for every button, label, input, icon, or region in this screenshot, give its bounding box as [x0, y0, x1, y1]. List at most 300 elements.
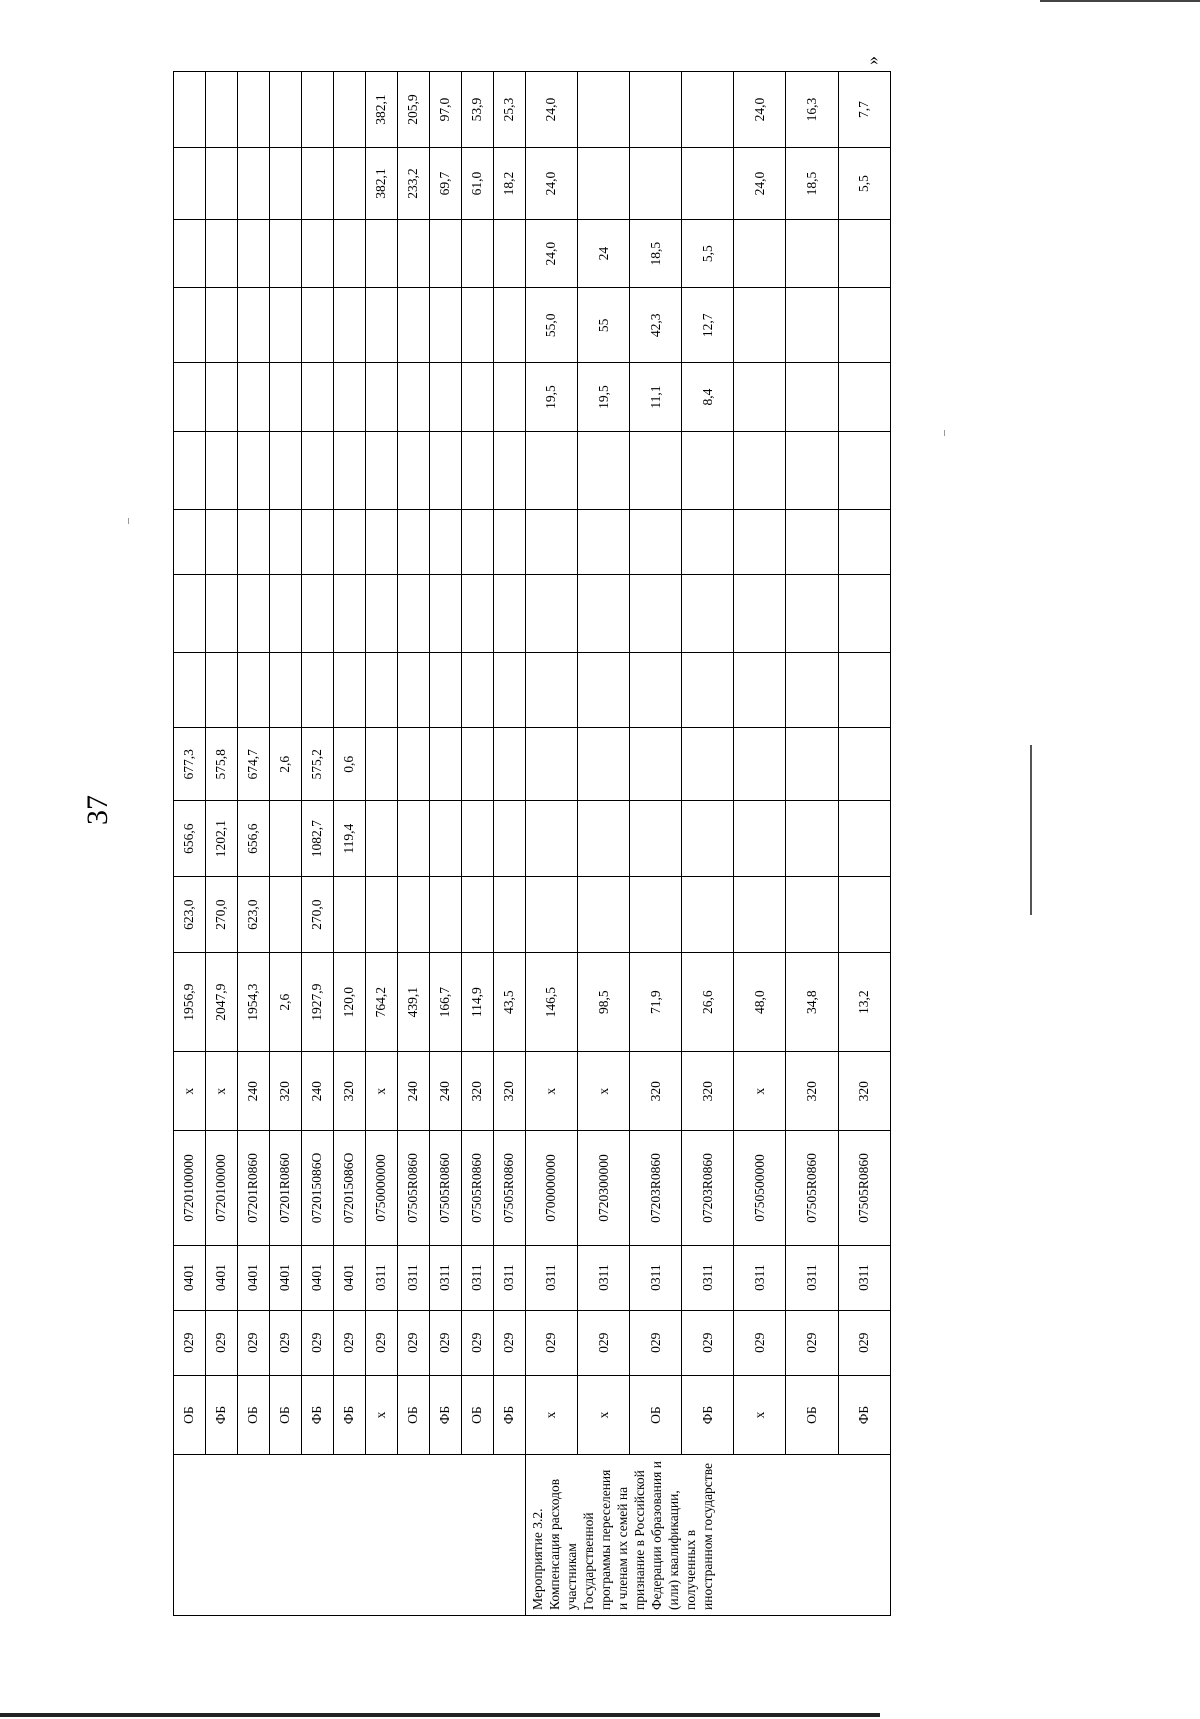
- table-cell: [205, 653, 237, 728]
- table-row: [461, 72, 493, 1616]
- table-cell: ФБ: [682, 1375, 734, 1454]
- table-cell: 18,2: [493, 148, 525, 220]
- table-cell: [682, 877, 734, 953]
- table-cell: [786, 288, 838, 363]
- table-cell: [365, 509, 397, 574]
- table-cell: [397, 219, 429, 287]
- table-cell: 07505R0860: [786, 1131, 838, 1245]
- table-cell: 072015086О: [333, 1131, 365, 1245]
- table-cell: [237, 148, 269, 220]
- closing-quote-mark: »: [862, 56, 882, 65]
- table-cell: [269, 219, 301, 287]
- table-cell: [301, 219, 333, 287]
- table-cell: 2,6: [269, 728, 301, 801]
- table-cell: [333, 148, 365, 220]
- table-cell: [461, 363, 493, 431]
- table-cell: [365, 363, 397, 431]
- table-cell: [429, 728, 461, 801]
- table-cell: [237, 653, 269, 728]
- table-cell: [174, 431, 206, 509]
- table-cell: [397, 801, 429, 877]
- table-cell: [493, 288, 525, 363]
- table-cell: 0311: [461, 1245, 493, 1310]
- table-cell: 382,1: [365, 148, 397, 220]
- table-cell: [429, 801, 461, 877]
- table-cell: [682, 728, 734, 801]
- table-cell: [174, 219, 206, 287]
- table-cell: ОБ: [174, 1375, 206, 1454]
- table-cell: [461, 509, 493, 574]
- table-cell: 0700000000: [525, 1131, 577, 1245]
- table-cell: х: [577, 1375, 629, 1454]
- table-cell: [838, 363, 890, 431]
- table-cell: 656,6: [237, 801, 269, 877]
- scan-margin-mark: [1030, 745, 1032, 915]
- table-row: [525, 72, 577, 1616]
- table-cell: [365, 653, 397, 728]
- table-row: [205, 72, 237, 1616]
- table-cell: 07505R0860: [838, 1131, 890, 1245]
- table-cell: 029: [734, 1310, 786, 1375]
- table-cell: 029: [301, 1310, 333, 1375]
- table-cell: 240: [397, 1052, 429, 1131]
- table-cell: 1954,3: [237, 953, 269, 1052]
- table-cell: 69,7: [429, 148, 461, 220]
- table-cell: 575,8: [205, 728, 237, 801]
- table-cell: [786, 431, 838, 509]
- table-cell: х: [734, 1052, 786, 1131]
- table-cell: 24,0: [525, 72, 577, 148]
- table-cell: 1956,9: [174, 953, 206, 1052]
- table-cell: [734, 801, 786, 877]
- table-cell: [786, 728, 838, 801]
- table-cell: 623,0: [237, 877, 269, 953]
- table-cell: [493, 728, 525, 801]
- table-cell: [397, 288, 429, 363]
- table-cell: [577, 801, 629, 877]
- table-cell: [333, 431, 365, 509]
- table-cell: [397, 653, 429, 728]
- table-cell: 656,6: [174, 801, 206, 877]
- table-cell: 12,7: [682, 288, 734, 363]
- table-cell: 233,2: [397, 148, 429, 220]
- table-cell: 120,0: [333, 953, 365, 1052]
- table-cell: [493, 363, 525, 431]
- page-number-wrap: [78, 790, 118, 830]
- table-cell: [429, 431, 461, 509]
- table-cell: [205, 219, 237, 287]
- table-cell: 029: [838, 1310, 890, 1375]
- table-cell: [397, 575, 429, 653]
- table-cell: 53,9: [461, 72, 493, 148]
- table-cell: [461, 288, 493, 363]
- table-row: [429, 72, 461, 1616]
- table-cell: [269, 148, 301, 220]
- table-cell: 13,2: [838, 953, 890, 1052]
- table-cell: 2047,9: [205, 953, 237, 1052]
- table-row: [333, 72, 365, 1616]
- table-cell: 18,5: [630, 219, 682, 287]
- table-cell: [301, 363, 333, 431]
- table-cell: 240: [429, 1052, 461, 1131]
- table-cell: 0311: [493, 1245, 525, 1310]
- table-cell: [734, 363, 786, 431]
- table-cell: [630, 431, 682, 509]
- table-cell: 24,0: [525, 219, 577, 287]
- table-cell: [397, 363, 429, 431]
- table-cell: [174, 148, 206, 220]
- table-cell: 146,5: [525, 953, 577, 1052]
- table-cell: [682, 575, 734, 653]
- table-cell: [333, 575, 365, 653]
- table-cell: [174, 653, 206, 728]
- table-cell: 029: [461, 1310, 493, 1375]
- table-cell: ФБ: [838, 1375, 890, 1454]
- table-cell: 0720100000: [205, 1131, 237, 1245]
- table-cell: [577, 653, 629, 728]
- table-cell: [205, 288, 237, 363]
- table-cell: [786, 653, 838, 728]
- table-cell: [838, 431, 890, 509]
- table-cell: 029: [682, 1310, 734, 1375]
- table-cell: ФБ: [205, 1375, 237, 1454]
- table-cell: [493, 801, 525, 877]
- table-cell: 029: [397, 1310, 429, 1375]
- table-cell: 98,5: [577, 953, 629, 1052]
- table-cell: [525, 728, 577, 801]
- table-cell: [786, 363, 838, 431]
- table-cell: [786, 801, 838, 877]
- table-cell: [630, 801, 682, 877]
- table-cell: [525, 801, 577, 877]
- table-cell: 18,5: [786, 148, 838, 220]
- table-cell: 320: [269, 1052, 301, 1131]
- table-row: [493, 72, 525, 1616]
- table-cell: [333, 653, 365, 728]
- table-cell: [429, 653, 461, 728]
- table-cell: [333, 72, 365, 148]
- table-cell: 24,0: [734, 148, 786, 220]
- table-cell: 320: [333, 1052, 365, 1131]
- table-cell: [577, 509, 629, 574]
- table-cell: [630, 575, 682, 653]
- table-cell: [174, 363, 206, 431]
- table-cell: 1927,9: [301, 953, 333, 1052]
- table-cell: [734, 288, 786, 363]
- table-cell: [682, 431, 734, 509]
- table-cell: [205, 509, 237, 574]
- table-cell: 25,3: [493, 72, 525, 148]
- table-cell: [269, 509, 301, 574]
- table-cell: 42,3: [630, 288, 682, 363]
- scan-speck: [944, 430, 945, 436]
- table-cell: 07201R0860: [269, 1131, 301, 1245]
- table-cell: 26,6: [682, 953, 734, 1052]
- table-cell: 240: [237, 1052, 269, 1131]
- table-cell: ФБ: [301, 1375, 333, 1454]
- table-cell: 11,1: [630, 363, 682, 431]
- table-cell: ФБ: [333, 1375, 365, 1454]
- table-row: [577, 72, 629, 1616]
- table-cell: 19,5: [525, 363, 577, 431]
- table-cell: 320: [461, 1052, 493, 1131]
- table-row: [397, 72, 429, 1616]
- table-cell: [301, 288, 333, 363]
- table-cell: 623,0: [174, 877, 206, 953]
- table-cell: 029: [493, 1310, 525, 1375]
- table-cell: [397, 431, 429, 509]
- table-cell: [525, 877, 577, 953]
- table-cell: [493, 877, 525, 953]
- table-cell: 0750000000: [365, 1131, 397, 1245]
- table-cell: [237, 72, 269, 148]
- table-cell: 575,2: [301, 728, 333, 801]
- table-cell: [786, 877, 838, 953]
- table-cell: [577, 877, 629, 953]
- table-cell: ОБ: [269, 1375, 301, 1454]
- table-cell: [269, 431, 301, 509]
- table-cell: [630, 728, 682, 801]
- scan-speck: [128, 518, 129, 524]
- table-cell: 764,2: [365, 953, 397, 1052]
- table-cell: [237, 363, 269, 431]
- table-cell: 320: [493, 1052, 525, 1131]
- table-cell: 61,0: [461, 148, 493, 220]
- table-cell: х: [205, 1052, 237, 1131]
- table-cell: 0401: [205, 1245, 237, 1310]
- table-cell: [365, 801, 397, 877]
- table-cell: [301, 509, 333, 574]
- table-cell: 029: [237, 1310, 269, 1375]
- table-cell: 0401: [269, 1245, 301, 1310]
- table-cell: 43,5: [493, 953, 525, 1052]
- table-cell: [682, 653, 734, 728]
- table-cell: [577, 148, 629, 220]
- table-cell: 0311: [682, 1245, 734, 1310]
- table-cell: [838, 877, 890, 953]
- table-cell: 7,7: [838, 72, 890, 148]
- table-cell: 320: [682, 1052, 734, 1131]
- table-cell: [461, 575, 493, 653]
- table-cell: 382,1: [365, 72, 397, 148]
- table-cell: [838, 288, 890, 363]
- table-cell: ФБ: [429, 1375, 461, 1454]
- table-cell: [577, 728, 629, 801]
- table-cell: х: [174, 1052, 206, 1131]
- table-cell: 2,6: [269, 953, 301, 1052]
- page-number: 37: [81, 795, 114, 825]
- table-cell: 55,0: [525, 288, 577, 363]
- scan-bottom-edge: [0, 1713, 880, 1717]
- table-cell: ОБ: [786, 1375, 838, 1454]
- table-cell: [174, 72, 206, 148]
- table-cell: 0401: [333, 1245, 365, 1310]
- table-cell: 240: [301, 1052, 333, 1131]
- table-cell: [682, 148, 734, 220]
- table-cell: 07505R0860: [429, 1131, 461, 1245]
- table-cell: 0311: [630, 1245, 682, 1310]
- table-cell: [525, 653, 577, 728]
- table-cell: 072015086О: [301, 1131, 333, 1245]
- table-cell: [269, 801, 301, 877]
- table-cell-empty-description: [174, 1455, 526, 1616]
- table-cell: [429, 288, 461, 363]
- table-cell: [734, 728, 786, 801]
- table-cell: 0,6: [333, 728, 365, 801]
- table-cell: [429, 877, 461, 953]
- table-cell: [365, 728, 397, 801]
- table-cell: 0311: [786, 1245, 838, 1310]
- table-cell: 029: [269, 1310, 301, 1375]
- table-cell: [682, 72, 734, 148]
- table-cell: х: [365, 1052, 397, 1131]
- table-cell: 5,5: [838, 148, 890, 220]
- table-cell: 8,4: [682, 363, 734, 431]
- table-cell: [786, 509, 838, 574]
- table-cell: х: [734, 1375, 786, 1454]
- table-cell: [429, 509, 461, 574]
- table-cell: [205, 148, 237, 220]
- table-cell: ОБ: [461, 1375, 493, 1454]
- table-cell: [301, 431, 333, 509]
- table-cell: [630, 509, 682, 574]
- table-cell: 48,0: [734, 953, 786, 1052]
- table-cell: [365, 575, 397, 653]
- table-cell: [269, 288, 301, 363]
- table-cell: [493, 219, 525, 287]
- table-cell: [269, 72, 301, 148]
- table-row: [237, 72, 269, 1616]
- table-cell: 320: [630, 1052, 682, 1131]
- table-cell: ОБ: [237, 1375, 269, 1454]
- table-cell: 0720100000: [174, 1131, 206, 1245]
- table-cell: [365, 877, 397, 953]
- table-cell: [237, 288, 269, 363]
- table-cell: [461, 653, 493, 728]
- table-cell: [301, 653, 333, 728]
- table-cell: [205, 431, 237, 509]
- table-row: [838, 72, 890, 1616]
- table-cell: [734, 653, 786, 728]
- table-cell: 34,8: [786, 953, 838, 1052]
- table-cell: ФБ: [493, 1375, 525, 1454]
- table-cell: [205, 575, 237, 653]
- table-row: [269, 72, 301, 1616]
- table-cell: [397, 877, 429, 953]
- table-cell: 029: [525, 1310, 577, 1375]
- table-cell: [397, 728, 429, 801]
- table-cell: 0311: [525, 1245, 577, 1310]
- table-cell: 07201R0860: [237, 1131, 269, 1245]
- table-cell: 16,3: [786, 72, 838, 148]
- table-cell: [301, 148, 333, 220]
- table-cell: [429, 575, 461, 653]
- table-cell: 1202,1: [205, 801, 237, 877]
- table-cell: 0311: [365, 1245, 397, 1310]
- table-cell: [301, 575, 333, 653]
- table-cell: [237, 431, 269, 509]
- table-cell: 0311: [397, 1245, 429, 1310]
- table-cell: [493, 431, 525, 509]
- table-cell: [333, 363, 365, 431]
- table-cell: [205, 363, 237, 431]
- table-cell: 0311: [734, 1245, 786, 1310]
- table-cell: 119,4: [333, 801, 365, 877]
- table-cell: 677,3: [174, 728, 206, 801]
- table-cell: 55: [577, 288, 629, 363]
- table-cell: [174, 288, 206, 363]
- table-cell: ОБ: [630, 1375, 682, 1454]
- table-cell: 0311: [429, 1245, 461, 1310]
- table-cell: [205, 72, 237, 148]
- table-cell: 114,9: [461, 953, 493, 1052]
- table-cell: [630, 653, 682, 728]
- table-cell: 270,0: [301, 877, 333, 953]
- table-cell: 0401: [174, 1245, 206, 1310]
- table-cell: [269, 877, 301, 953]
- table-cell: [786, 219, 838, 287]
- table-row: [682, 72, 734, 1616]
- table-cell: х: [525, 1375, 577, 1454]
- table-cell: [174, 509, 206, 574]
- table-cell: 24,0: [525, 148, 577, 220]
- table-cell: ОБ: [397, 1375, 429, 1454]
- table-cell: [734, 431, 786, 509]
- table-cell: [525, 575, 577, 653]
- table-cell: [365, 219, 397, 287]
- table-cell: х: [525, 1052, 577, 1131]
- table-cell: [493, 653, 525, 728]
- table-cell: [838, 219, 890, 287]
- table-cell: 0401: [237, 1245, 269, 1310]
- table-cell: 0311: [838, 1245, 890, 1310]
- table-cell: [577, 431, 629, 509]
- table-cell: 029: [205, 1310, 237, 1375]
- table-cell: [838, 575, 890, 653]
- table-cell: [577, 72, 629, 148]
- table-cell: [734, 509, 786, 574]
- table-cell: 674,7: [237, 728, 269, 801]
- table-cell: [734, 877, 786, 953]
- table-cell: [237, 219, 269, 287]
- table-cell: [237, 575, 269, 653]
- table-cell: [301, 72, 333, 148]
- table-cell: [734, 575, 786, 653]
- table-cell: 19,5: [577, 363, 629, 431]
- table-cell: [786, 575, 838, 653]
- table-cell: 029: [365, 1310, 397, 1375]
- table-cell: [461, 801, 493, 877]
- scan-top-edge: [1040, 0, 1200, 2]
- table-cell: [237, 509, 269, 574]
- table-cell: [174, 575, 206, 653]
- table-cell: 5,5: [682, 219, 734, 287]
- table-cell: 71,9: [630, 953, 682, 1052]
- table-cell: 07203R0860: [682, 1131, 734, 1245]
- table-cell: 205,9: [397, 72, 429, 148]
- table-cell: [630, 72, 682, 148]
- table-cell: [493, 509, 525, 574]
- table-row: [786, 72, 838, 1616]
- table-cell: [838, 653, 890, 728]
- table-cell: [838, 728, 890, 801]
- table-cell: 029: [630, 1310, 682, 1375]
- table-cell: 029: [786, 1310, 838, 1375]
- rotated-table-wrapper: [173, 71, 891, 1616]
- table-row: [365, 72, 397, 1616]
- table-cell: 439,1: [397, 953, 429, 1052]
- table-cell: [365, 288, 397, 363]
